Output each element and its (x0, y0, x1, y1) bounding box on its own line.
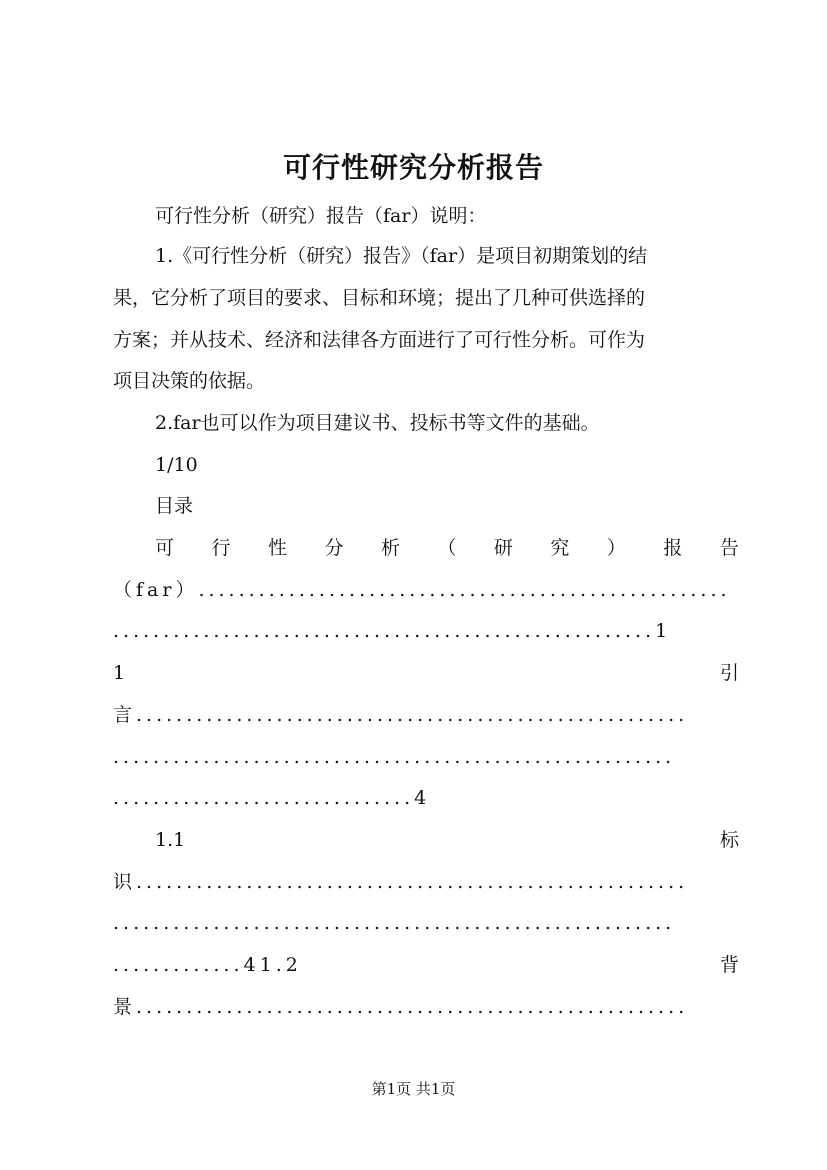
toc-char: 性 (267, 537, 287, 559)
toc-char: 告 (719, 537, 739, 559)
para1-line-4: 项目决策的依据。 (113, 370, 266, 392)
toc-char: 报 (663, 537, 683, 559)
para2-line: 2.far也可以作为项目建议书、投标书等文件的基础。 (155, 412, 600, 434)
toc-char: 析 (380, 537, 400, 559)
toc-number: 1 (113, 662, 126, 684)
toc-char: 引 (719, 662, 739, 684)
page-footer: 第1页 共1页 (371, 1080, 456, 1098)
para1-line-2: 果，它分析了项目的要求、目标和环境；提出了几种可供选择的 (113, 287, 646, 309)
intro-line: 可行性分析（研究）报告（far）说明： (155, 205, 487, 227)
toc-entry-1-title (155, 535, 739, 561)
toc-entry-4-leader: 景....................................................... (113, 996, 689, 1018)
toc-entry-1-leader-2: ......................................................1 (113, 620, 672, 642)
toc-entry-2-leader-3: ..............................4 (113, 787, 431, 809)
page-marker: 1/10 (155, 454, 198, 476)
toc-entry-2-leader-2: ........................................................ (113, 746, 676, 768)
document-title: 可行性研究分析报告 (282, 151, 544, 184)
toc-char: 究 (550, 537, 570, 559)
toc-char: ） (606, 537, 626, 559)
para1-line-3: 方案；并从技术、经济和法律各方面进行了可行性分析。可作为 (113, 329, 646, 351)
toc-leader-with-page: .............41.2 (113, 954, 302, 976)
toc-char: 研 (493, 537, 513, 559)
toc-heading: 目录 (155, 495, 194, 517)
toc-char: 背 (719, 954, 739, 976)
toc-entry-2-title (113, 660, 739, 686)
toc-entry-2-leader-1: 言....................................................... (113, 704, 689, 726)
toc-char: 分 (324, 537, 344, 559)
para1-line-1: 1.《可行性分析（研究）报告》（far）是项目初期策划的结 (155, 245, 648, 267)
toc-char: （ (437, 537, 457, 559)
toc-entry-3-leader-3 (113, 952, 739, 978)
toc-entry-1-leader-1: （far）..................................................... (113, 579, 731, 601)
toc-number: 1.1 (155, 829, 186, 851)
toc-entry-3-title (155, 827, 739, 853)
toc-entry-3-leader-1: 识....................................................... (113, 871, 689, 893)
toc-char: 可 (155, 537, 175, 559)
toc-char: 标 (719, 829, 739, 851)
toc-entry-3-leader-2: ........................................................ (113, 912, 676, 934)
toc-char: 行 (211, 537, 231, 559)
